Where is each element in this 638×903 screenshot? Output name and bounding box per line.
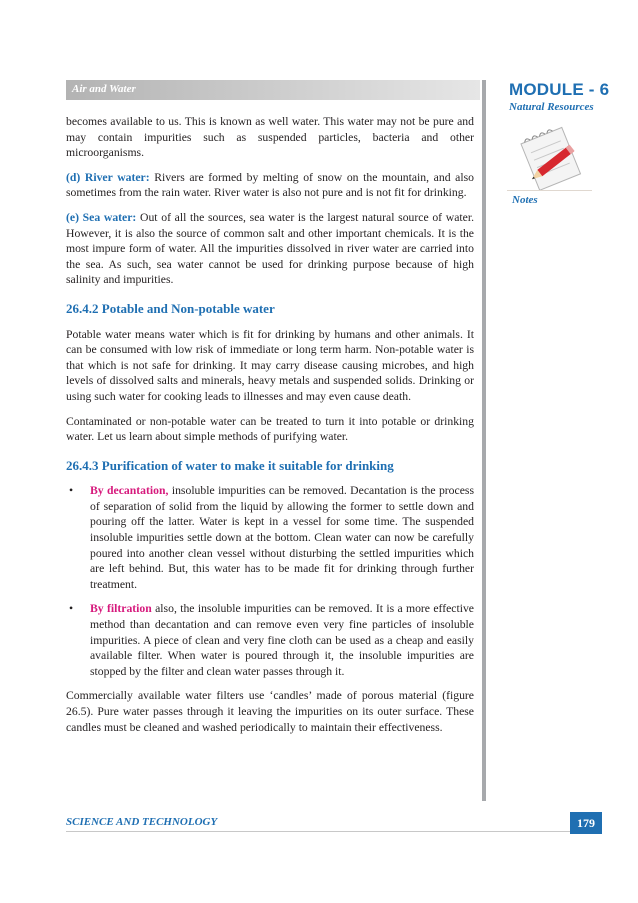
list-item — [66, 483, 474, 592]
river-water-text: Rivers are formed by melting of snow on the mountain, and also sometimes from the rain water. River water is also not pure and is not fit for drinking. — [66, 170, 474, 200]
notes-label: Notes — [512, 194, 538, 206]
module-subtitle: Natural Resources — [509, 101, 594, 113]
contaminated-paragraph: Contaminated or non-potable water can be treated to turn it into potable or drinking water. Let us learn about simple methods of purifying water. — [66, 414, 474, 444]
heading-purification: 26.4.3 Purification of water to make it suitable for drinking — [66, 457, 394, 473]
list-item — [66, 601, 474, 679]
filtration-keyword: By filtration — [90, 602, 152, 616]
pencil-notepad-icon — [514, 124, 586, 190]
margin-rule — [482, 80, 486, 801]
river-water-label: (d) River water: — [66, 170, 150, 184]
section-header-bar — [66, 80, 480, 100]
heading-potable-water: 26.4.2 Potable and Non-potable water — [66, 300, 275, 316]
potable-paragraph: Potable water means water which is fit for drinking by humans and other animals. It can be consumed with low risk of immediate or long term harm. Non-potable water is that which is not safe for drinking. It may carry disease causing microbes, and high levels of dissolved salts and minerals, heavy metals and suspended solids. Drinking or using such water for cooking leads to illnesses and may even cause death. — [66, 327, 474, 403]
decantation-text: insoluble impurities can be removed. Decantation is the process of separation of solid from the liquid by allowing the former to settle down and pouring off the latter. Water is kept in a vessel for some time. The suspended insoluble impurities settle down at the bottom. Clean water can now be carefully poured into another clean vessel without disturbing the settled impurities which are left behind. But, this water has to be made fit for drinking through further treatment. — [90, 484, 475, 591]
intro-paragraph: becomes available to us. This is known as well water. This water may not be pure and may contain impurities such as suspended particles, bacteria and other microorganisms. — [66, 115, 474, 160]
water-filters-paragraph: Commercially available water filters use ‘candles’ made of porous material (figure 26.5). Pure water passes through it leaving the impurities on its outer surface. These candles must be cleaned and washed periodically to maintain their effectiveness. — [66, 689, 474, 734]
main-content — [66, 114, 474, 744]
bullet-icon: • — [69, 602, 74, 616]
decantation-keyword: By decantation, — [90, 484, 169, 498]
filtration-text: also, the insoluble impurities can be removed. It is a more effective method than decantation and can remove even very fine particles of insoluble impurities. A piece of clean and very fine cloth can be used as a cheap and easily available filter. When water is poured through it, the insoluble impurities are stopped by the filter and clean water passes through it. — [90, 602, 474, 678]
purification-methods-list — [66, 483, 474, 679]
footer-divider — [66, 831, 586, 832]
section-title: Air and Water — [72, 83, 136, 95]
river-water-paragraph — [66, 170, 474, 201]
sea-water-paragraph — [66, 210, 474, 288]
module-title: MODULE - 6 — [509, 80, 610, 99]
sea-water-label: (e) Sea water: — [66, 210, 137, 224]
page-number: 179 — [570, 812, 602, 834]
sea-water-text: Out of all the sources, sea water is the largest natural source of water. However, it is also the source of common salt and other important chemicals. It is the most impure form of water. All the impurities dissolved in river water are carried into the sea. As such, sea water cannot be used for drinking purpose because of high salinity and impurities. — [66, 210, 474, 287]
footer-subject: SCIENCE AND TECHNOLOGY — [66, 816, 218, 828]
notes-divider — [507, 190, 592, 191]
bullet-icon: • — [69, 484, 74, 498]
